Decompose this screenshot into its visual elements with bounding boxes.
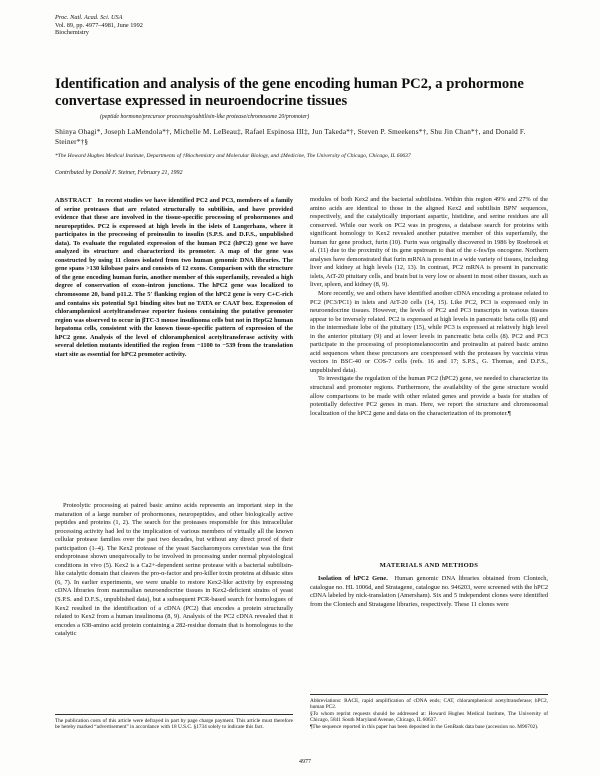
- methods-paragraph: Human genomic DNA libraries obtained from Clontech, catalogue no. HL 1006d, and Stratagene, catalogue no. 946203, were screened with the hPC2 cDNA labeled by nick-translation (Amersham). Six and 5 independent clones were identified from the Clontech and Stratagene libraries, respectively. These 11 clones were: [310, 575, 549, 608]
- page-number: 4977: [299, 759, 311, 765]
- footnotes: [310, 698, 548, 730]
- journal-name: Proc. Natl. Acad. Sci. USA: [55, 14, 123, 21]
- abstract-text: In recent studies we have identified PC2 and PC3, members of a family of serine proteases that are related structurally to subtilisin, and have provided evidence that these are involved in the tissue-specific processing of prohormones and neuropeptides. PC2 is expressed at high levels in the islets of Langerhans, where it participates in the processing of proinsulin to insulin (S.P.S. and D.F.S., unpublished data). To evaluate the regulated expression of the human PC2 (hPC2) gene we have analyzed its structure and characterized its promoter. A map of the gene was constructed by using 11 clones isolated from two human genomic DNA libraries. The gene spans >130 kilobase pairs and consists of 12 exons. Comparison with the structure of the gene encoding human furin, another member of this superfamily, revealed a high degree of conservation of exon–intron junctions. The hPC2 gene was localized to chromosome 20, band p11.2. The 5′ flanking region of the hPC2 gene is very C+C-rich and contains six potential Sp1 binding sites but no TATA or CAAT box. Expression of chloramphenicol acetyltransferase reporter fusions containing the putative promoter region was observed to occur in βTC-3 mouse insulinoma cells but not in HepG2 human hepatoma cells, consistent with the known tissue-specific pattern of expression of the hPC2 gene. Analysis of the level of chloramphenicol acetyltransferase activity with several deletion mutants identified the region from −1100 to −539 from the translation start site as essential for hPC2 promoter activity.: [55, 197, 293, 358]
- body-paragraph: To investigate the regulation of the human PC2 (hPC2) gene, we needed to characterize its structural and promoter regions. Furthermore, the availability of the gene structure would allow comparisons to be made with other related genes and provide a basis for studies of potentially defective PC2 genes in man. Here, we report the structure and chromosomal localization of the hPC2 gene and data on the characterization of its promoter.¶: [310, 375, 548, 417]
- footnote: §To whom reprint requests should be addressed at: Howard Hughes Medical Institute, The University of Chicago, 5841 South Maryland Avenue, Chicago, IL 60637.: [310, 710, 548, 724]
- body-paragraph: More recently, we and others have identified another cDNA encoding a protease related to PC2 (PC3/PC1) in islets and AtT-20 cells (14, 15). Like PC2, PC3 is expressed only in neuroendocrine tissues. However, the levels of PC2 and PC3 transcripts in various tissues appear to be inversely related. PC2 is expressed at high levels in pancreatic beta cells (8) and in the intermediate lobe of the pituitary (15), while PC3 is expressed at relatively high level in the anterior pituitary (9) and at lower levels in pancreatic beta cells (8). PC2 and PC3 participate in the processing of proopiomelanocortin and proinsulin at paired basic amino acid sequences when these precursors are coexpressed with the proteases by vaccinia virus vectors in BSC-40 or COS-7 cells (refs. 16 and 17; S.P.S., G. Thomas, and D.F.S., unpublished data).: [310, 290, 548, 374]
- section-label: Biochemistry: [55, 29, 89, 37]
- introduction: [55, 502, 293, 639]
- subsection-lead-in: Isolation of hPC2 Gene.: [318, 575, 388, 582]
- footnote: ¶The sequence reported in this paper has been deposited in the GenBank data base (accession no. M96702).: [310, 723, 539, 730]
- footnote-rule-right: [310, 694, 548, 695]
- right-column: [310, 196, 548, 418]
- footnote: Abbreviations: RACE, rapid amplification of cDNA ends; CAT, chloramphenicol acetyltransferase; hPC2, human PC2.: [310, 698, 548, 711]
- article-title: Identification and analysis of the gene encoding human PC2, a prohormone convertase expressed in neuroendocrine tissues: [55, 76, 524, 109]
- body-paragraph: modules of both Kex2 and the bacterial subtilisins. Within this region 49% and 27% of the amino acids are identical to those in the aligned Kex2 and subtilisin BPN′ sequences, respectively, and the catalytically important aspartic, histidine, and serine residues are all conserved. While our work on PC2 was in progress, a database search for proteins with significant homology to Kex2 revealed another putative member of this superfamily, the human fur gene product, furin (10). Furin was originally discovered in 1986 by Roebroek et al. (11) due to the proximity of its gene upstream to that of the c-fes/fps oncogene. Northern analyses have demonstrated that furin mRNA is present in a wide variety of tissues, including liver and kidney at high levels (12, 13). In contrast, PC2 mRNA is present in pancreatic islets, AtT-20 pituitary cells, and brain but is very low or absent in most other tissues, such as liver, spleen, and kidney (8, 9).: [310, 196, 548, 289]
- volume-line: Vol. 89, pp. 4977–4981, June 1992: [55, 21, 143, 29]
- affiliation: *The Howard Hughes Medical Institute, Departments of †Biochemistry and Molecular Biology, and ‡Medicine, The University of Chicago, Chicago, IL 60637: [55, 153, 411, 159]
- running-head: [55, 14, 143, 37]
- abstract-label: ABSTRACT: [55, 197, 92, 204]
- footnote-rule-left: [55, 714, 293, 715]
- abstract: [55, 197, 293, 359]
- contributed-by: Contributed by Donald F. Steiner, February 21, 1992: [55, 170, 183, 176]
- publication-cost-note: The publication costs of this article were defrayed in part by page charge payment. This article must therefore be hereby marked “advertisement” in accordance with 18 U.S.C. §1734 solely to indicate this fact.: [55, 718, 293, 731]
- intro-paragraph: Proteolytic processing at paired basic amino acids represents an important step in the maturation of a large number of prohormones, neuropeptides, and other biologically active peptides and proteins (1, 2). The search for the proteases responsible for this intracellular processing activity had led to the implication of various members of virtually all the known cellular protease families over the past two decades, but without any direct proof of their participation (1–4). The Kex2 protease of the yeast Saccharomyces cerevisiae was the first endoprotease shown unequivocally to be involved in processing under normal physiological conditions in vivo (5). Kex2 is a Ca2+-dependent serine protease with a bacterial subtilisin-like catalytic domain that cleaves the pro-α-factor and pro-killer toxin proteins at dibasic sites (6, 7). In earlier experiments, we were unable to restore Kex2-like activity by expressing cDNA libraries from mammalian neuroendocrine tissues in Kex2-deficient strains of yeast (S.P.S. and D.F.S., unpublished data), but a subsequent PCR-based search for homologues of Kex2 resulted in the identification of a cDNA (PC2) that encodes a protein structurally related to Kex2 from a human insulinoma (8, 9). Analysis of the PC2 cDNA revealed that it encodes a 638-amino acid protein containing a 282-residue domain that is homologous to the catalytic: [55, 502, 293, 638]
- section-heading-methods: MATERIALS AND METHODS: [379, 562, 479, 569]
- author-list: Shinya Ohagi*, Joseph LaMendola*†, Michelle M. LeBeau‡, Rafael Espinosa III‡, Jun Takeda*†, Steven P. Smeekens*†, Shu Jin Chan*†, and Donald F. Steiner*†§: [55, 128, 526, 146]
- keywords: (peptide hormone/precursor processing/subtilisin-like protease/chromosome 20/promoter): [100, 114, 310, 120]
- methods-text: [310, 575, 548, 609]
